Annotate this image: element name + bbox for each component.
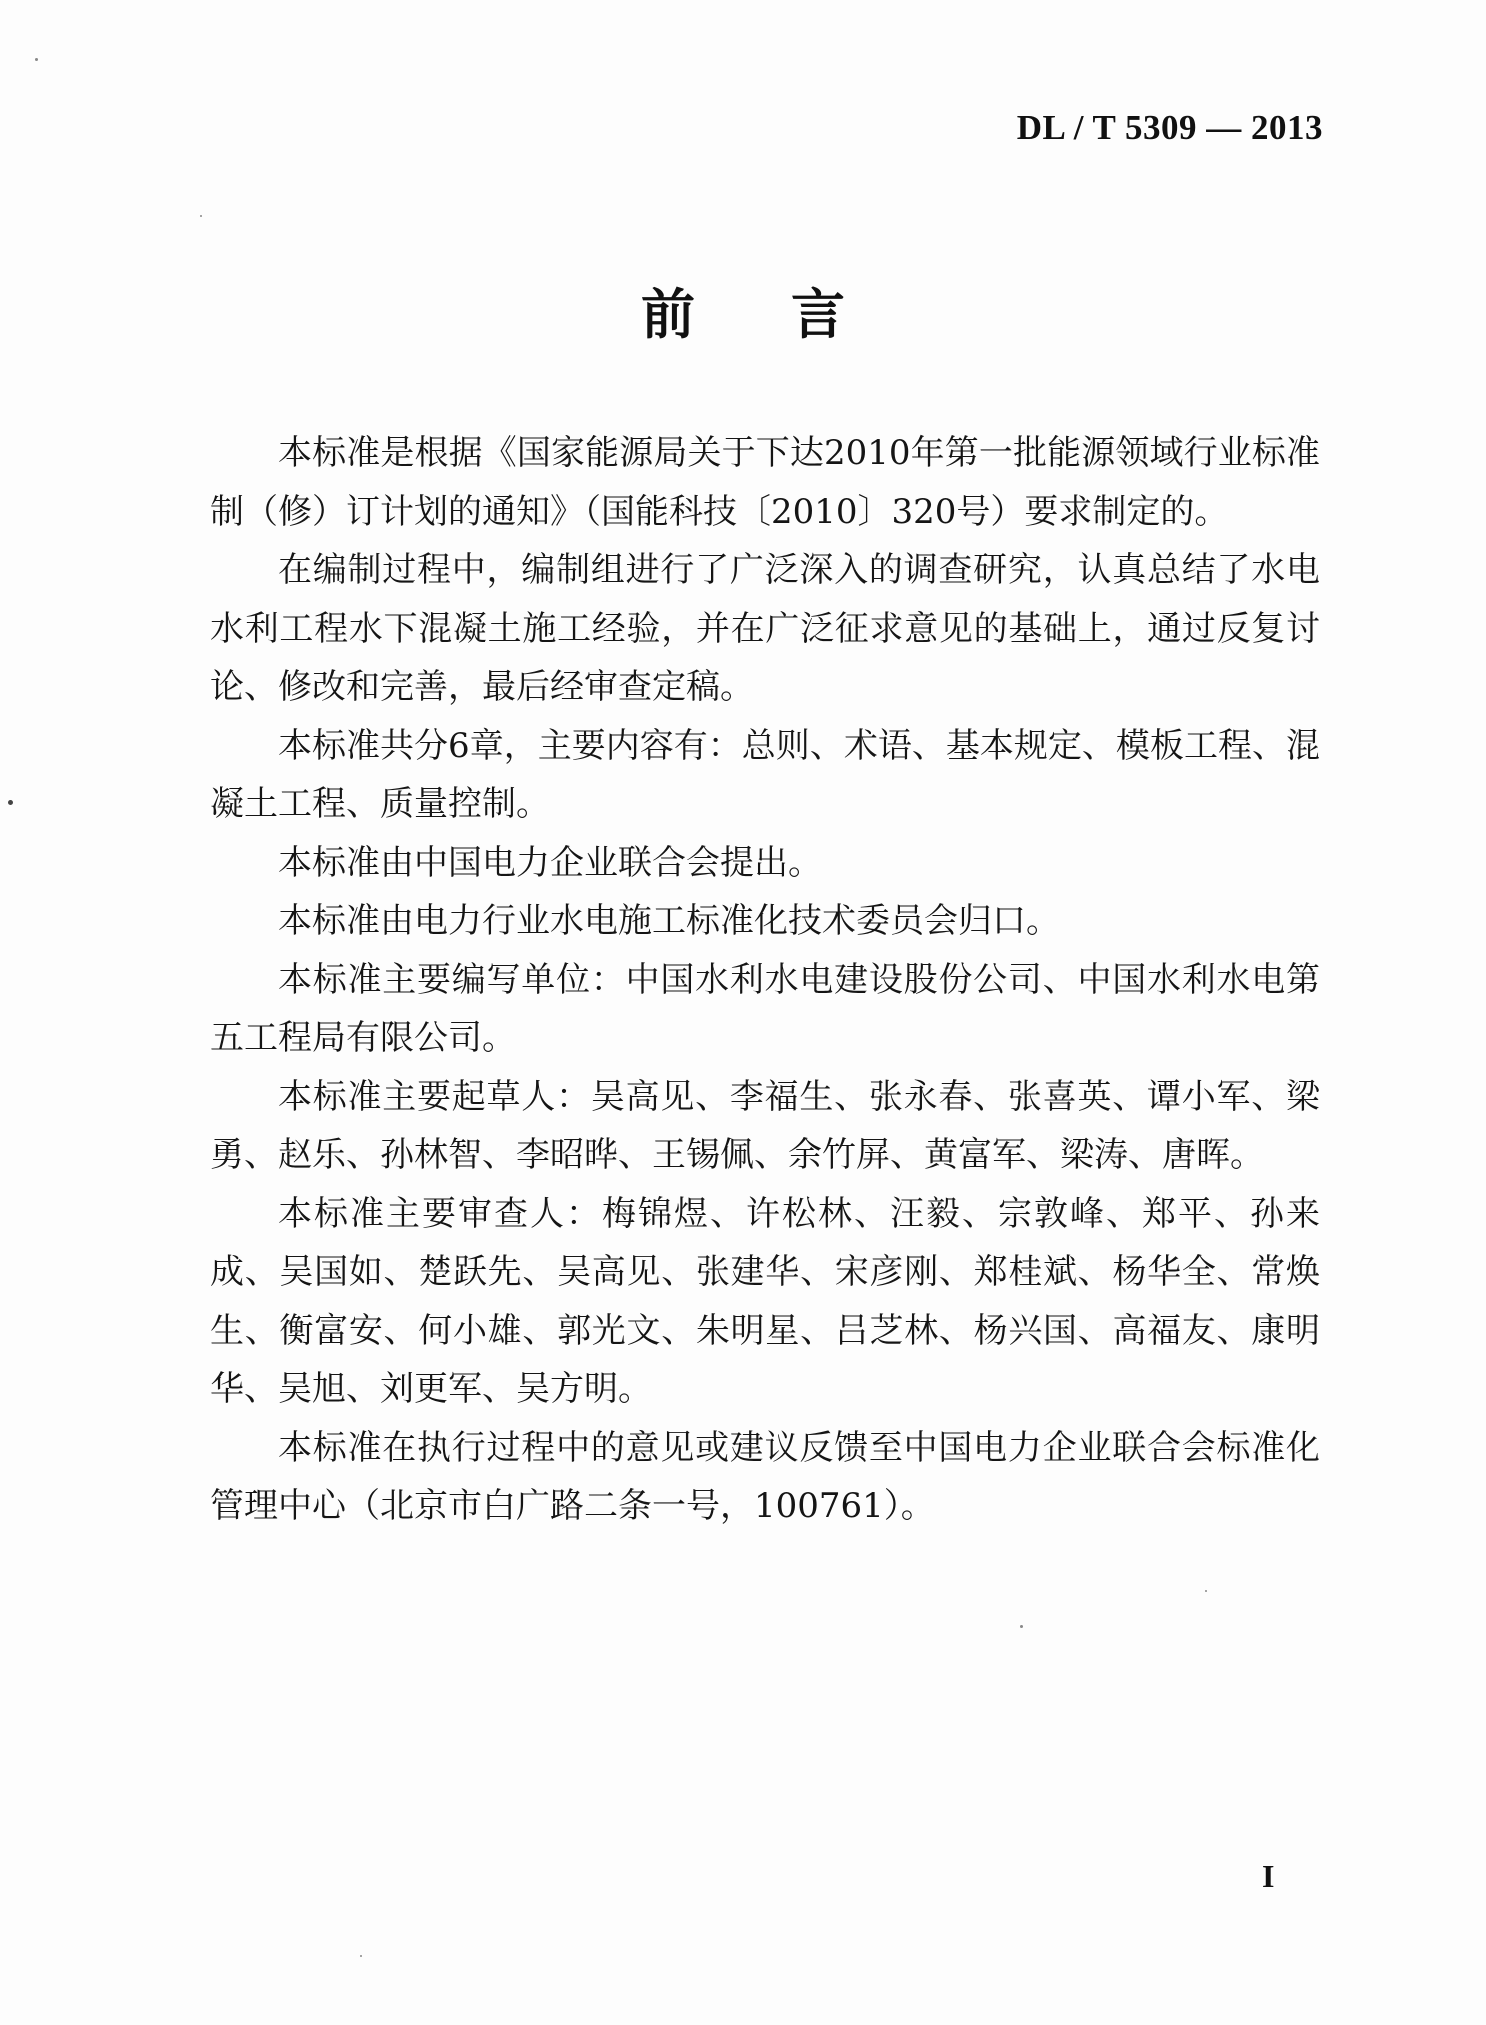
page-number: I [1262,1858,1275,1894]
scan-speck [360,1955,362,1957]
scan-speck [200,215,202,217]
foreword-body [210,424,1320,1536]
scan-speck [1205,1590,1207,1592]
paragraph-process: 在编制过程中，编制组进行了广泛深入的调查研究，认真总结了水电水利工程水下混凝土施工经验，并在广泛征求意见的基础上，通过反复讨论、修改和完善，最后经审查定稿。 [210,550,1320,707]
paragraph-proposer: 本标准由中国电力企业联合会提出。 [278,842,822,883]
page-title: 前言 [641,283,941,346]
paragraph-drafters: 本标准主要起草人：吴高见、李福生、张永春、张喜英、谭小军、梁勇、赵乐、孙林智、李昭晔、王锡佩、余竹屏、黄富军、梁涛、唐晖。 [210,1076,1320,1175]
scan-speck [1020,1625,1023,1628]
standard-code: DL / T 5309 — 2013 [1016,108,1323,147]
paragraph-basis: 本标准是根据《国家能源局关于下达2010年第一批能源领域行业标准制（修）订计划的通知》（国能科技〔2010〕320号）要求制定的。 [210,433,1320,532]
scan-speck [35,58,38,61]
paragraph-reviewers: 本标准主要审查人：梅锦煜、许松林、汪毅、宗敦峰、郑平、孙来成、吴国如、楚跃先、吴高见、张建华、宋彦刚、郑桂斌、杨华全、常焕生、衡富安、何小雄、郭光文、朱明星、吕芝林、杨兴国、高福友、康明华、吴旭、刘更军、吴方明。 [210,1193,1320,1409]
paragraph-committee: 本标准由电力行业水电施工标准化技术委员会归口。 [278,901,1060,941]
paragraph-contents: 本标准共分6章，主要内容有：总则、术语、基本规定、模板工程、混凝土工程、质量控制。 [210,725,1320,824]
paragraph-feedback: 本标准在执行过程中的意见或建议反馈至中国电力企业联合会标准化管理中心（北京市白广路二条一号，100761）。 [210,1427,1320,1526]
scan-speck [8,800,13,805]
paragraph-drafting-units: 本标准主要编写单位：中国水利水电建设股份公司、中国水利水电第五工程局有限公司。 [210,959,1320,1058]
